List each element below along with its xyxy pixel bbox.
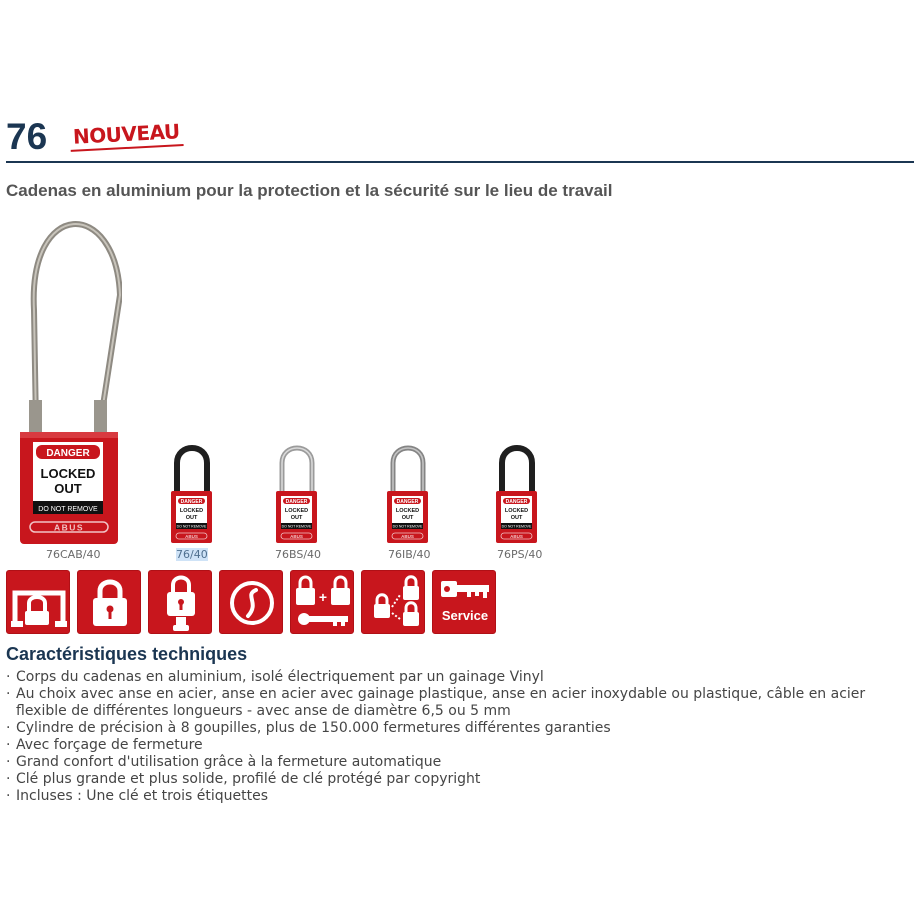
product-76ps40[interactable] [494, 445, 543, 561]
page-header [6, 116, 914, 162]
list-item: · Avec forçage de fermeture [6, 737, 911, 754]
key-service-icon[interactable] [432, 570, 496, 634]
product-code[interactable]: 76IB/40 [388, 548, 431, 561]
svg-text:ABUS: ABUS [185, 534, 198, 539]
cable-padlock-image [18, 210, 122, 546]
list-item: · Grand confort d'utilisation grâce à la fermeture automatique [6, 754, 911, 771]
svg-text:DO NOT REMOVE: DO NOT REMOVE [501, 524, 532, 529]
product-76cab40[interactable] [18, 210, 122, 561]
padlock-image [169, 445, 214, 545]
svg-text:OUT: OUT [510, 515, 523, 521]
svg-text:OUT: OUT [290, 515, 303, 521]
svg-text:DANGER: DANGER [396, 499, 419, 505]
svg-text:DANGER: DANGER [180, 499, 203, 505]
padlock-image [385, 445, 430, 545]
list-item: · Cylindre de précision à 8 goupilles, plus de 150.000 fermetures différentes garanties [6, 720, 911, 737]
brand-abus: ABUS [53, 522, 85, 533]
model-number: 76 [6, 116, 48, 157]
svg-text:ABUS: ABUS [290, 534, 303, 539]
list-item: · Clé plus grande et plus solide, profilé de clé protégé par copyright [6, 771, 911, 788]
header-divider [6, 161, 914, 163]
svg-text:ABUS: ABUS [401, 534, 414, 539]
svg-text:DO NOT REMOVE: DO NOT REMOVE [392, 524, 423, 529]
svg-text:+: + [318, 589, 328, 605]
svg-text:LOCKED: LOCKED [179, 508, 204, 514]
tech-specs-list [6, 669, 911, 805]
keyed-different-lock-icon[interactable] [148, 570, 212, 634]
padlock-image [274, 445, 319, 545]
svg-text:DANGER: DANGER [285, 499, 308, 505]
svg-text:DO NOT REMOVE: DO NOT REMOVE [176, 524, 207, 529]
padlock-icon[interactable] [77, 570, 141, 634]
list-item: · Au choix avec anse en acier, anse en acier avec gainage plastique, anse en acier inoxydable ou plastique, câble en acier flexible de différentes longueurs - avec anse de diamètre 6,5 ou 5 mm [6, 686, 911, 720]
lockout-hasp-icon[interactable] [6, 570, 70, 634]
label-danger: DANGER [46, 448, 90, 459]
svg-text:LOCKED: LOCKED [284, 508, 309, 514]
product-subtitle: Cadenas en aluminium pour la protection et la sécurité sur le lieu de travail [6, 181, 613, 200]
svg-text:ABUS: ABUS [510, 534, 523, 539]
svg-text:LOCKED: LOCKED [504, 508, 529, 514]
svg-text:DANGER: DANGER [505, 499, 528, 505]
svg-text:LOCKED: LOCKED [395, 508, 420, 514]
padlock-image [494, 445, 539, 545]
tech-specs-title: Caractéristiques techniques [6, 644, 248, 664]
svg-text:DO NOT REMOVE: DO NOT REMOVE [281, 524, 312, 529]
product-76bs40[interactable] [274, 445, 322, 561]
label-locked: LOCKED [40, 466, 96, 481]
svg-text:OUT: OUT [401, 515, 414, 521]
electrical-insulation-icon[interactable] [219, 570, 283, 634]
list-item: · Corps du cadenas en aluminium, isolé électriquement par un gainage Vinyl [6, 669, 911, 686]
list-item: · Incluses : Une clé et trois étiquettes [6, 788, 911, 805]
label-out: OUT [54, 481, 82, 496]
product-code[interactable]: 76PS/40 [497, 548, 543, 561]
master-keyed-icon[interactable] [361, 570, 425, 634]
product-code[interactable]: 76BS/40 [275, 548, 322, 561]
product-7640[interactable] [169, 445, 214, 561]
svg-text:OUT: OUT [185, 515, 198, 521]
service-label: Service [441, 608, 489, 623]
new-badge: NOUVEAU [69, 119, 183, 152]
label-do-not-remove: DO NOT REMOVE [38, 506, 98, 513]
product-76ib40[interactable] [385, 445, 431, 561]
product-code[interactable]: 76CAB/40 [46, 548, 101, 561]
keyed-alike-icon[interactable] [290, 570, 354, 634]
product-code[interactable]: 76/40 [176, 548, 208, 561]
